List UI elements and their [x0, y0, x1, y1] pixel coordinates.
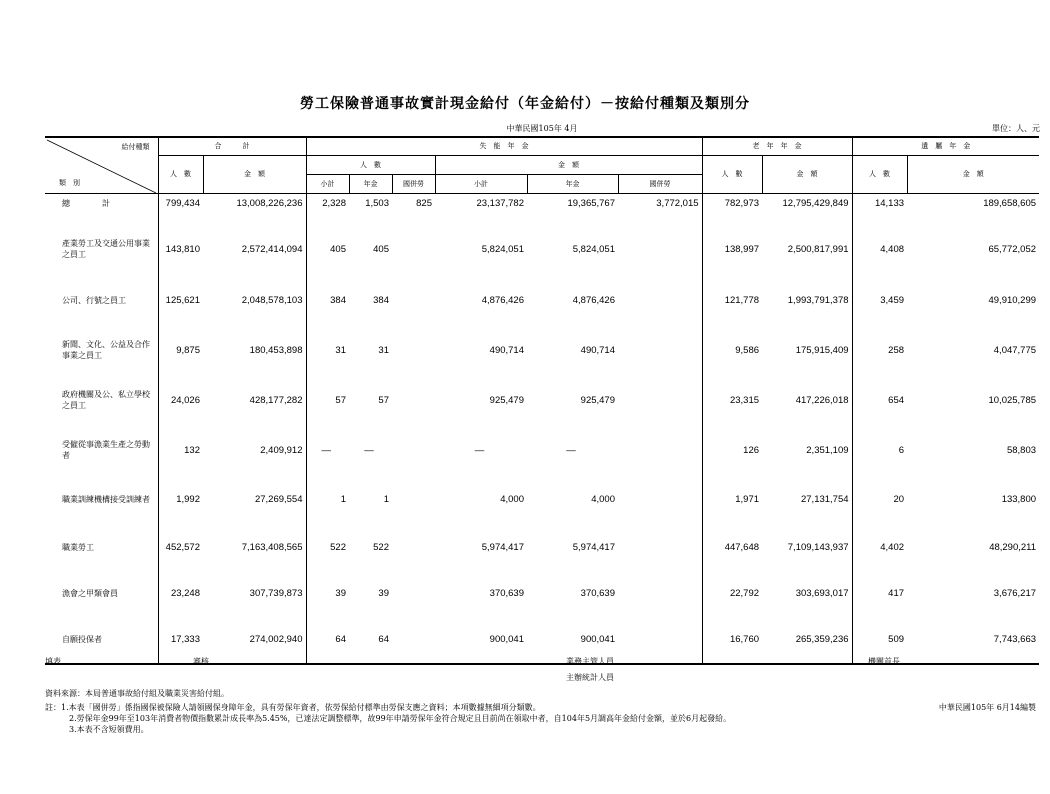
cell-total-n: 143,810: [158, 223, 203, 275]
cell-s-n: 6: [852, 425, 907, 475]
cell-o-n: 23,315: [702, 375, 762, 425]
cell-s-n: 14,133: [852, 193, 907, 223]
sub-combined: 國併勞: [392, 174, 435, 193]
row-label: 職業訓練機構接受訓練者: [62, 495, 150, 504]
cell-o-n: 22,792: [702, 570, 762, 616]
cell-d-n-comb: [392, 375, 435, 425]
cell-d-n-ann: 64: [349, 616, 392, 664]
sub-combined: 國併勞: [618, 174, 702, 193]
cell-total-amt: 2,409,912: [260, 444, 303, 456]
cell-d-a-sub: 4,000: [500, 494, 524, 505]
cell-total-n: 452,572: [158, 524, 203, 570]
cell-d-n-comb: [392, 524, 435, 570]
cell-total-amt: 2,048,578,103: [241, 294, 303, 306]
cell-d-a-ann: 19,365,767: [567, 197, 615, 209]
cell-d-a-ann: 4,000: [591, 494, 615, 505]
total-amount-header: 金 額: [203, 155, 306, 193]
cell-d-n-comb: [392, 425, 435, 475]
agency-head-label: 機關首長: [868, 657, 900, 666]
cell-total-n: 23,248: [158, 570, 203, 616]
cell-o-amt: 303,693,017: [795, 587, 849, 599]
row-label: 產業勞工及交通公用事業之員工: [62, 239, 150, 259]
cell-s-amt: 4,047,775: [993, 344, 1037, 356]
survivor-header: 遺 屬 年 金: [852, 137, 1039, 155]
cell-s-n: 20: [852, 475, 907, 524]
old-age-header: 老 年 年 金: [702, 137, 852, 155]
cell-o-amt: 7,109,143,937: [787, 541, 849, 553]
cell-d-a-sub: —: [474, 444, 485, 456]
cell-s-amt: 7,743,663: [907, 616, 1039, 664]
cell-d-a-comb: [618, 616, 702, 664]
unit-label: 單位：人、元: [992, 124, 1040, 133]
cell-d-n-sub: 31: [306, 325, 349, 375]
cell-o-n: 126: [702, 425, 762, 475]
cell-o-amt: 265,359,236: [762, 616, 852, 664]
kind-label: 給付種類: [121, 143, 150, 151]
cell-s-n: 4,408: [852, 223, 907, 275]
table-row: [45, 223, 1039, 275]
cell-total-amt: 307,739,873: [249, 587, 303, 599]
cell-d-a-comb: [618, 375, 702, 425]
cell-d-a-ann: 490,714: [580, 344, 615, 356]
cell-o-amt: 2,351,109: [806, 444, 849, 456]
cell-d-a-comb: [618, 325, 702, 375]
cell-d-n-ann: 1,503: [365, 197, 389, 209]
sub-subtotal: 小計: [306, 174, 349, 193]
cell-d-a-ann: 900,041: [527, 616, 618, 664]
cell-d-n-comb: 825: [416, 197, 432, 209]
fill-label: 填表: [45, 657, 61, 666]
cell-s-amt: 58,803: [1006, 444, 1037, 456]
cell-d-n-ann: 57: [378, 394, 389, 406]
cell-s-amt: 133,800: [1001, 494, 1037, 505]
cell-d-n-sub: 384: [306, 275, 349, 325]
cell-d-n-comb: [392, 275, 435, 325]
cell-s-amt: 3,676,217: [993, 587, 1037, 599]
cell-s-amt: 49,910,299: [988, 294, 1037, 306]
cell-o-n: 447,648: [702, 524, 762, 570]
cell-o-amt: 175,915,409: [795, 344, 849, 356]
table-row: [45, 193, 1039, 223]
cell-total-n: 125,621: [158, 275, 203, 325]
disability-header: 失 能 年 金: [306, 137, 702, 155]
cell-d-a-comb: [618, 425, 702, 475]
cell-o-n: 16,760: [702, 616, 762, 664]
statistics-table: [45, 136, 1039, 665]
page-title: 勞工保險普通事故實計現金給付（年金給付）－按給付種類及類別分: [300, 96, 750, 112]
sub-annuity: 年金: [527, 174, 618, 193]
cell-o-n: 782,973: [702, 193, 762, 223]
cell-d-a-sub: 900,041: [435, 616, 527, 664]
row-label: 漁會之甲類會員: [62, 588, 118, 598]
cell-d-n-sub: 405: [306, 223, 349, 275]
row-label: 自願投保者: [45, 616, 158, 664]
cell-d-n-ann: —: [364, 444, 374, 456]
cell-o-n: 121,778: [702, 275, 762, 325]
cell-d-a-comb: [618, 223, 702, 275]
cell-s-n: 509: [852, 616, 907, 664]
cell-d-n-sub: 57: [306, 375, 349, 425]
cell-total-amt: 2,572,414,094: [241, 243, 303, 255]
sub-subtotal: 小計: [435, 174, 527, 193]
old-age-people-header: 人 數: [702, 155, 762, 193]
sub-annuity: 年金: [349, 174, 392, 193]
notes: [45, 702, 731, 735]
cell-d-a-sub: 5,824,051: [481, 243, 524, 255]
cell-s-amt: 48,290,211: [989, 541, 1037, 553]
row-label: 政府機關及公、私立學校之員工: [62, 390, 150, 410]
source-note: 資料來源：本局普通事故給付組及職業災害給付組。: [45, 689, 229, 698]
old-age-amount-header: 金 額: [762, 155, 852, 193]
table-row: [45, 375, 1039, 425]
cell-d-n-sub: 39: [306, 570, 349, 616]
cell-d-a-sub: 5,974,417: [481, 541, 524, 553]
cell-d-n-sub: 522: [306, 524, 349, 570]
category-label: 類 別: [59, 179, 80, 187]
cell-o-amt: 12,795,429,849: [782, 197, 849, 209]
row-label: 受僱從事漁業生產之勞動者: [62, 440, 150, 460]
cell-d-n-sub: 64: [306, 616, 349, 664]
cell-o-n: 138,997: [702, 223, 762, 275]
cell-d-n-comb: [392, 325, 435, 375]
cell-d-a-comb: [618, 475, 702, 524]
cell-total-amt: 13,008,226,236: [236, 197, 303, 209]
cell-total-n: 1,992: [158, 475, 203, 524]
cell-o-amt: 417,226,018: [795, 394, 849, 406]
cell-s-n: 3,459: [852, 275, 907, 325]
row-label: 公司、行號之員工: [62, 295, 126, 305]
cell-s-amt: 10,025,785: [988, 394, 1037, 406]
cell-s-amt: 65,772,052: [988, 243, 1037, 255]
cell-total-n: 24,026: [158, 375, 203, 425]
row-label: 職業勞工: [62, 542, 94, 552]
table-row: [45, 475, 1039, 524]
stats-head-label: 主辦統計人員: [566, 673, 614, 682]
cell-d-a-sub: 490,714: [489, 344, 524, 356]
survivor-amount-header: 金 額: [907, 155, 1039, 193]
cell-d-n-ann: 384: [373, 294, 389, 306]
cell-d-a-comb: 3,772,015: [656, 197, 699, 209]
note-3: 3.本表不含短領費用。: [69, 725, 149, 734]
header-corner: [45, 137, 158, 193]
row-label: 新聞、文化、公益及合作事業之員工: [62, 340, 150, 360]
disability-people-header: 人 數: [306, 155, 435, 174]
cell-d-n-ann: 1: [383, 494, 389, 505]
cell-total-amt: 428,177,282: [249, 394, 303, 406]
cell-d-a-sub: 370,639: [489, 587, 524, 599]
cell-d-n-ann: 522: [373, 541, 389, 553]
note-1: 註：1.本表「國併勞」係指國保被保險人請領國保身障年金，具有勞保年資者，依勞保給付標準由勞保支應之資料；本項數據無細項分類數。: [45, 703, 541, 712]
cell-total-n: 17,333: [158, 616, 203, 664]
cell-d-a-ann: 5,974,417: [572, 541, 615, 553]
note-2: 2.勞保年金99年至103年消費者物價指數累計成長率為5.45%，已達法定調整標準，故99年申請勞保年金符合規定且目前尚在領取中者，自104年5月調高年金給付金額，並於6月起發給。: [69, 714, 732, 723]
cell-d-a-ann: —: [566, 444, 576, 456]
cell-d-n-sub: 1: [306, 475, 349, 524]
cell-d-a-ann: 5,824,051: [572, 243, 615, 255]
disability-amount-header: 金 額: [435, 155, 702, 174]
table-row: [45, 570, 1039, 616]
compiled-date: 中華民國105年 6月14編製: [938, 703, 1036, 712]
cell-d-a-sub: 23,137,782: [476, 197, 524, 209]
cell-s-n: 654: [852, 375, 907, 425]
total-people-header: 人 數: [158, 155, 203, 193]
table-row: [45, 524, 1039, 570]
table-row: [45, 325, 1039, 375]
cell-d-a-ann: 370,639: [580, 587, 615, 599]
cell-d-n-sub: 2,328: [306, 193, 349, 223]
table-row: [45, 275, 1039, 325]
cell-d-a-comb: [618, 524, 702, 570]
cell-d-a-comb: [618, 570, 702, 616]
cell-o-amt: 2,500,817,991: [787, 243, 849, 255]
cell-d-a-sub: 4,876,426: [481, 294, 524, 306]
report-date: 中華民國105年 4月: [506, 124, 578, 133]
total-header: 合 計: [158, 137, 306, 155]
cell-total-amt: 180,453,898: [249, 344, 303, 356]
cell-d-a-comb: [618, 275, 702, 325]
cell-d-n-comb: [392, 570, 435, 616]
cell-d-a-ann: 4,876,426: [572, 294, 615, 306]
cell-s-n: 417: [852, 570, 907, 616]
cell-s-n: 4,402: [852, 524, 907, 570]
cell-total-amt: 27,269,554: [254, 494, 303, 505]
cell-d-n-sub: —: [306, 425, 349, 475]
row-label: 總 計: [62, 198, 110, 208]
cell-d-n-ann: 39: [378, 587, 389, 599]
cell-total-amt: 274,002,940: [203, 616, 306, 664]
table-row: [45, 425, 1039, 475]
cell-o-n: 1,971: [702, 475, 762, 524]
cell-total-n: 9,875: [158, 325, 203, 375]
cell-d-n-ann: 31: [378, 344, 389, 356]
cell-s-amt: 189,658,605: [983, 197, 1037, 209]
cell-d-n-comb: [392, 475, 435, 524]
review-label: 審核: [193, 657, 209, 666]
cell-total-n: 132: [158, 425, 203, 475]
cell-d-n-comb: [392, 616, 435, 664]
cell-d-n-ann: 405: [373, 243, 389, 255]
cell-total-amt: 7,163,408,565: [241, 541, 303, 553]
cell-d-a-sub: 925,479: [489, 394, 524, 406]
cell-total-n: 799,434: [158, 193, 203, 223]
cell-d-a-ann: 925,479: [580, 394, 615, 406]
cell-o-amt: 27,131,754: [800, 494, 849, 505]
cell-d-n-comb: [392, 223, 435, 275]
cell-o-n: 9,586: [702, 325, 762, 375]
survivor-people-header: 人 數: [852, 155, 907, 193]
cell-o-amt: 1,993,791,378: [787, 294, 849, 306]
business-head-label: 業務主管人員: [566, 657, 614, 666]
cell-s-n: 258: [852, 325, 907, 375]
